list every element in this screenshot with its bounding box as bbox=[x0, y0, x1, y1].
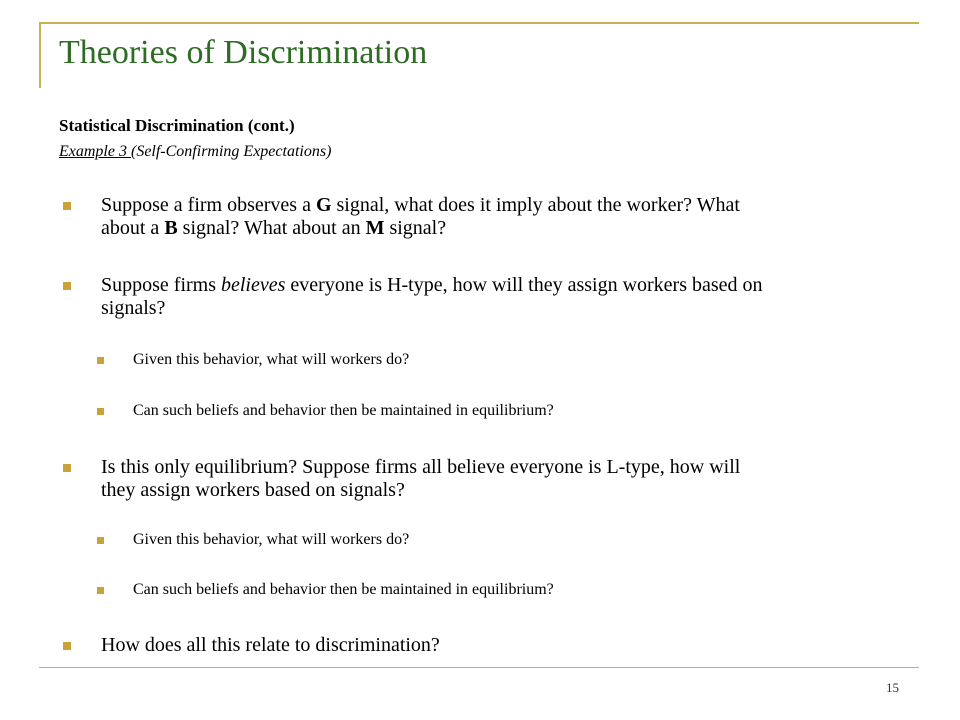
bullet-text: signal? What about an bbox=[177, 217, 366, 239]
page-number: 15 bbox=[886, 680, 899, 695]
bullet-emphasis: believes bbox=[221, 274, 286, 296]
bullet-line bbox=[101, 194, 740, 217]
bullet-text: everyone is H-type, how will they assign workers based on bbox=[285, 274, 763, 296]
subbullet-equilibrium bbox=[133, 401, 554, 421]
signal-b: B bbox=[164, 217, 178, 239]
signal-m: M bbox=[365, 217, 385, 239]
subbullet-text: Given this behavior, what will workers do? bbox=[133, 531, 410, 548]
bullet-line bbox=[101, 217, 740, 240]
bullet-text: signals? bbox=[101, 297, 166, 319]
example-label: Example 3 bbox=[59, 143, 131, 160]
bullet-text: Suppose a firm observes a bbox=[101, 194, 316, 216]
example-paren: (Self-Confirming Expectations) bbox=[130, 143, 332, 160]
bullet-discrimination bbox=[101, 634, 440, 657]
frame-left-rule bbox=[39, 22, 41, 88]
bullet-text: about a bbox=[101, 217, 165, 239]
bullet-line bbox=[101, 274, 763, 297]
section-subtitle: Statistical Discrimination (cont.) bbox=[59, 116, 295, 135]
bullet-signal-meaning bbox=[101, 194, 740, 240]
bullet-square-icon bbox=[97, 408, 104, 415]
subbullet-text: Given this behavior, what will workers do? bbox=[133, 351, 410, 368]
bullet-l-type bbox=[101, 456, 740, 502]
bullet-text: Suppose firms bbox=[101, 274, 221, 296]
example-heading bbox=[59, 143, 331, 161]
signal-g: G bbox=[315, 194, 332, 216]
bullet-line: Is this only equilibrium? Suppose firms all believe everyone is L-type, how will bbox=[101, 456, 741, 478]
frame-bottom-rule bbox=[39, 667, 919, 668]
subbullet-text: Can such beliefs and behavior then be maintained in equilibrium? bbox=[133, 402, 554, 419]
bullet-square-icon bbox=[97, 587, 104, 594]
bullet-square-icon bbox=[97, 537, 104, 544]
frame-top-rule bbox=[39, 22, 919, 24]
bullet-square-icon bbox=[63, 282, 71, 290]
subbullet-text: Can such beliefs and behavior then be maintained in equilibrium? bbox=[133, 581, 554, 598]
bullet-text: How does all this relate to discrimination? bbox=[101, 634, 440, 656]
bullet-square-icon bbox=[97, 357, 104, 364]
bullet-line: they assign workers based on signals? bbox=[101, 479, 405, 501]
bullet-text: signal? bbox=[384, 217, 447, 239]
subbullet-workers-do bbox=[133, 530, 409, 550]
bullet-line bbox=[101, 297, 763, 320]
bullet-square-icon bbox=[63, 642, 71, 650]
subbullet-workers-do bbox=[133, 350, 409, 370]
bullet-square-icon bbox=[63, 202, 71, 210]
bullet-h-type bbox=[101, 274, 763, 320]
slide-title: Theories of Discrimination bbox=[59, 34, 428, 71]
bullet-square-icon bbox=[63, 464, 71, 472]
bullet-text: signal, what does it imply about the worker? What bbox=[331, 194, 740, 216]
subbullet-equilibrium bbox=[133, 580, 554, 600]
